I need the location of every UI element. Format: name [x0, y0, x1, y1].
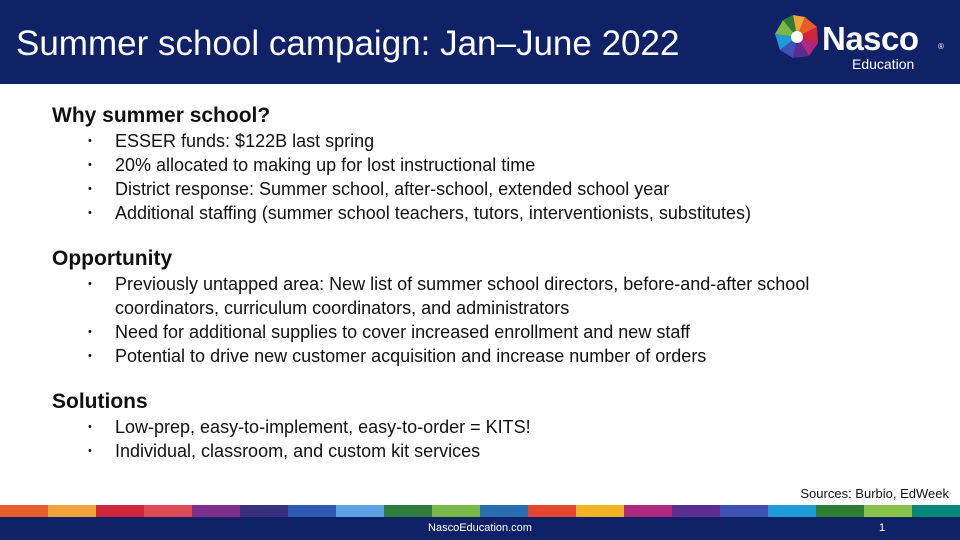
bullet-dot-icon: •: [88, 135, 92, 147]
stripe-segment: [720, 505, 768, 517]
bullet-dot-icon: •: [88, 421, 92, 433]
bullet-list: [52, 415, 912, 463]
stripe-segment: [864, 505, 912, 517]
bullet-text: Previously untapped area: New list of summer school directors, before-and-after school coordinators, curriculum coordinators, and administrators: [115, 274, 810, 318]
slide-header: [0, 0, 960, 84]
bullet-text: 20% allocated to making up for lost instructional time: [115, 155, 536, 175]
stripe-segment: [768, 505, 816, 517]
stripe-segment: [384, 505, 432, 517]
section-opportunity: [52, 246, 912, 368]
bullet-item: [52, 272, 912, 320]
slide-title: Summer school campaign: Jan–June 2022: [16, 24, 680, 63]
bullet-text: Additional staffing (summer school teachers, tutors, interventionists, substitutes): [115, 203, 751, 223]
slide-footer: [0, 517, 960, 540]
slide-content: [52, 103, 912, 484]
star-pinwheel-icon: [772, 12, 822, 62]
stripe-segment: [528, 505, 576, 517]
section-heading: Opportunity: [52, 247, 173, 270]
bullet-item: [52, 177, 912, 201]
color-stripe: [0, 505, 960, 517]
bullet-item: [52, 439, 912, 463]
section-heading: Why summer school?: [52, 104, 271, 127]
bullet-text: District response: Summer school, after-school, extended school year: [115, 179, 670, 199]
page-number: 1: [879, 522, 886, 534]
stripe-segment: [0, 505, 48, 517]
bullet-item: [52, 415, 912, 439]
sources-note: Sources: Burbio, EdWeek: [800, 486, 949, 501]
stripe-segment: [240, 505, 288, 517]
bullet-text: Potential to drive new customer acquisition and increase number of orders: [115, 346, 707, 366]
bullet-list: [52, 129, 912, 225]
logo-wordmark: Nasco: [822, 20, 919, 57]
bullet-text: Individual, classroom, and custom kit services: [115, 441, 481, 461]
stripe-segment: [432, 505, 480, 517]
bullet-dot-icon: •: [88, 159, 92, 171]
logo-registered-mark: ®: [938, 42, 944, 51]
stripe-segment: [336, 505, 384, 517]
section-solutions: [52, 389, 912, 463]
bullet-list: [52, 272, 912, 368]
bullet-item: [52, 344, 912, 368]
bullet-item: [52, 201, 912, 225]
bullet-dot-icon: •: [88, 207, 92, 219]
stripe-segment: [48, 505, 96, 517]
bullet-dot-icon: •: [88, 278, 92, 290]
stripe-segment: [288, 505, 336, 517]
bullet-item: [52, 129, 912, 153]
stripe-segment: [816, 505, 864, 517]
bullet-text: Need for additional supplies to cover increased enrollment and new staff: [115, 322, 691, 342]
bullet-dot-icon: •: [88, 445, 92, 457]
stripe-segment: [672, 505, 720, 517]
logo-subtitle: Education: [852, 56, 915, 72]
bullet-item: [52, 320, 912, 344]
stripe-segment: [144, 505, 192, 517]
section-heading: Solutions: [52, 390, 148, 413]
footer-url: NascoEducation.com: [428, 522, 532, 534]
stripe-segment: [96, 505, 144, 517]
stripe-segment: [624, 505, 672, 517]
section-why-summer-school: [52, 103, 912, 225]
nasco-logo: [772, 12, 948, 74]
stripe-segment: [192, 505, 240, 517]
bullet-text: ESSER funds: $122B last spring: [115, 131, 375, 151]
bullet-dot-icon: •: [88, 326, 92, 338]
bullet-dot-icon: •: [88, 183, 92, 195]
stripe-segment: [480, 505, 528, 517]
bullet-text: Low-prep, easy-to-implement, easy-to-order = KITS!: [115, 417, 531, 437]
bullet-dot-icon: •: [88, 350, 92, 362]
stripe-segment: [576, 505, 624, 517]
stripe-segment: [912, 505, 960, 517]
bullet-item: [52, 153, 912, 177]
